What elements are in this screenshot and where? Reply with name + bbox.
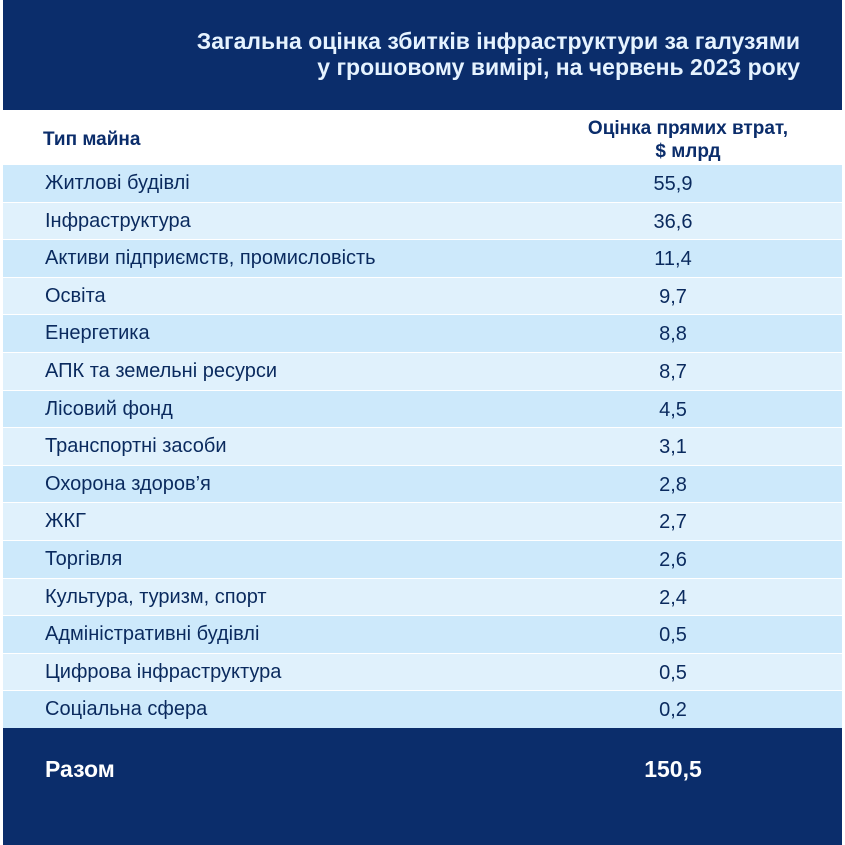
chart-title-line-1: Загальна оцінка збитків інфраструктури за галузями [196, 28, 800, 54]
row-value: 36,6 [653, 210, 693, 233]
row-value: 8,8 [659, 323, 687, 346]
title-bar [3, 0, 842, 110]
row-name: Енергетика [45, 322, 150, 345]
row-value: 9,7 [659, 285, 687, 308]
row-value: 2,8 [659, 473, 687, 496]
row-name: ЖКГ [45, 510, 86, 533]
row-name: Культура, туризм, спорт [45, 585, 267, 608]
table-row [3, 240, 842, 278]
row-name: Охорона здоров’я [45, 472, 211, 495]
row-value: 8,7 [659, 360, 687, 383]
row-name: Активи підприємств, промисловість [45, 247, 376, 270]
table-row [3, 466, 842, 504]
row-name: Транспортні засоби [45, 435, 227, 458]
row-value: 4,5 [659, 398, 687, 421]
row-value: 2,4 [659, 586, 687, 609]
row-value: 2,7 [659, 511, 687, 534]
row-value: 55,9 [653, 173, 693, 195]
row-name: Торгівля [45, 547, 123, 570]
row-name: Лісовий фонд [45, 397, 173, 420]
row-name: Адміністративні будівлі [45, 623, 260, 646]
table-row [3, 391, 842, 429]
table-row [3, 503, 842, 541]
row-name: Соціальна сфера [45, 698, 208, 721]
damage-table-card [3, 0, 842, 845]
table-row [3, 165, 842, 203]
row-value: 2,6 [659, 548, 687, 571]
table-row [3, 203, 842, 241]
chart-title-line-2: у грошовому вимірі, на червень 2023 року [317, 54, 800, 80]
row-value: 0,5 [659, 661, 687, 684]
column-header-name: Тип майна [43, 129, 141, 150]
column-header-value-line-1: Оцінка прямих втрат, [587, 118, 789, 139]
row-name: Житлові будівлі [45, 172, 190, 194]
table-row [3, 315, 842, 353]
table-row [3, 278, 842, 316]
row-name: АПК та земельні ресурси [45, 359, 278, 382]
table-row [3, 353, 842, 391]
table-row [3, 616, 842, 654]
table-row [3, 579, 842, 617]
column-header-value-line-2: $ млрд [655, 141, 721, 162]
total-value: 150,5 [644, 756, 702, 782]
row-name: Освіта [45, 284, 106, 307]
row-name: Цифрова інфраструктура [45, 660, 282, 683]
table-row [3, 541, 842, 579]
table-row [3, 654, 842, 692]
table-row [3, 691, 842, 729]
table-row [3, 428, 842, 466]
row-name: Інфраструктура [45, 209, 191, 232]
chart-title [80, 28, 800, 80]
row-value: 3,1 [659, 436, 687, 459]
total-label: Разом [45, 756, 115, 782]
row-value: 0,5 [659, 624, 687, 647]
row-value: 0,2 [659, 699, 687, 722]
column-header-value [523, 117, 845, 163]
table-header [3, 110, 842, 165]
row-value: 11,4 [654, 248, 692, 271]
table-body [3, 165, 842, 729]
total-row [3, 728, 842, 845]
